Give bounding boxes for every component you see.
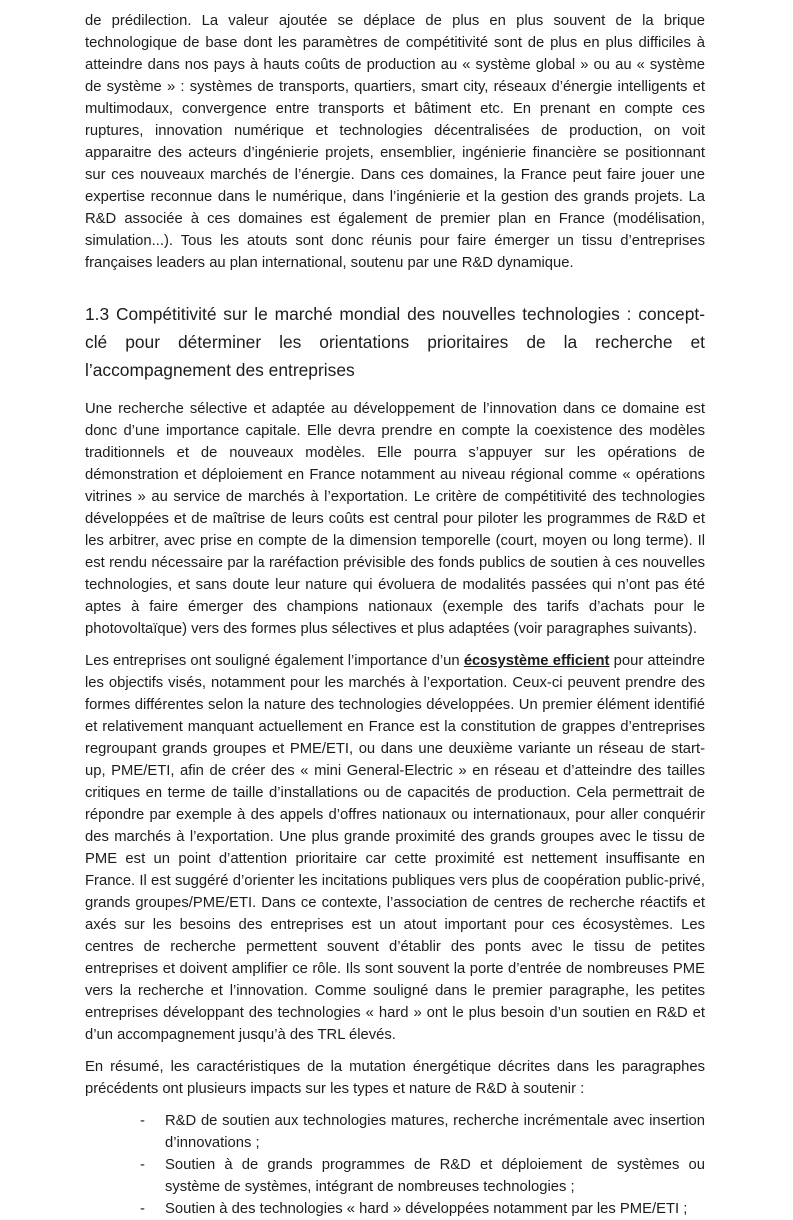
- bullet-text: Soutien à des technologies « hard » développées notamment par les PME/ETI ;: [165, 1201, 688, 1217]
- bullet-item: [140, 1154, 705, 1198]
- bullet-dash: -: [140, 1201, 145, 1217]
- bullet-list: [85, 1110, 705, 1220]
- paragraph-continuation: de prédilection. La valeur ajoutée se déplace de plus en plus souvent de la brique technologique de base dont les paramètres de compétitivité sont de plus en plus difficiles à atteindre dans nos pays à hauts coûts de production au « système global » ou au « système de système » : systèmes de transports, quartiers, smart city, réseaux d’énergie intelligents et multimodaux, convergence entre transports et bâtiment etc. En prenant en compte ces ruptures, innovation numérique et technologies décentralisées de production, on voit apparaitre des acteurs d’ingénierie projets, ensemblier, ingénierie financière se positionnant sur ces nouveaux marchés de l’énergie. Dans ces domaines, la France peut faire jouer une expertise reconnue dans le numérique, dans l’ingénierie et la gestion des grands projets. La R&D associée à ces domaines est également de premier plan en France (modélisation, simulation...). Tous les atouts sont donc réunis pour faire émerger un tissu d’entreprises françaises leaders au plan international, soutenu par une R&D dynamique.: [85, 13, 705, 271]
- section-heading-1-3: 1.3 Compétitivité sur le marché mondial des nouvelles technologies : concept-clé pour déterminer les orientations prioritaires de la recherche et l’accompagnement des entreprises: [85, 304, 705, 380]
- bullet-dash: -: [140, 1157, 145, 1173]
- bullet-item: [140, 1198, 705, 1220]
- bullet-item: [140, 1110, 705, 1154]
- paragraph-ecosystem: [85, 650, 705, 1046]
- paragraph-ecosystem-before: Les entreprises ont souligné également l’importance d’un: [85, 653, 464, 669]
- bullet-text: R&D de soutien aux technologies matures, recherche incrémentale avec insertion d’innovations ;: [165, 1113, 705, 1151]
- emphasis-ecosysteme-efficient: écosystème efficient: [463, 653, 610, 669]
- bullet-text: Soutien à de grands programmes de R&D et déploiement de systèmes ou système de systèmes, intégrant de nombreuses technologies ;: [165, 1157, 705, 1195]
- paragraph-research-selective: Une recherche sélective et adaptée au développement de l’innovation dans ce domaine est donc d’une importance capitale. Elle devra prendre en compte la coexistence des modèles traditionnels et de nouveaux modèles. Elle pourra s’appuyer sur les opérations de démonstration et déploiement en France notamment au niveau régional comme « opérations vitrines » au service de marchés à l’exportation. Le critère de compétitivité des technologies développées et de maîtrise de leurs coûts est central pour piloter les programmes de R&D et les arbitrer, avec prise en compte de la dimension temporelle (court, moyen ou long terme). Il est rendu nécessaire par la raréfaction prévisible des fonds publics de soutien à ces nouvelles technologies, et sans doute leur nature qui évoluera de modalités passées qui n’ont pas été aptes à faire émerger des champions nationaux (exemple des tarifs d’achats pour le photovoltaïque) vers des formes plus sélectives et plus adaptées (voir paragraphes suivants).: [85, 401, 705, 637]
- paragraph-ecosystem-after: pour atteindre les objectifs visés, notamment pour les marchés à l’exportation. Ceux-ci peuvent prendre des formes différentes selon la nature des technologies développées. Un premier élément identifié et relativement manquant actuellement en France est la constitution de grappes d’entreprises regroupant grands groupes et PME/ETI, ou dans une deuxième variante un réseau de start-up, PME/ETI, afin de créer des « mini General-Electric » en réseau et d’atteindre des tailles critiques en terme de taille d’installations ou de capacités de production. Cela permettrait de répondre par exemple à des appels d’offres nationaux ou internationaux, pour aller conquérir des marchés à l’exportation. Une plus grande proximité des grands groupes avec le tissu de PME est un point d’attention prioritaire car cette proximité est nettement insuffisante en France. Il est suggéré d’orienter les incitations publiques vers plus de coopération public-privé, grands groupes/PME/ETI. Dans ce contexte, l’association de centres de recherche réactifs et axés sur les besoins des entreprises est un atout important pour ces écosystèmes. Les centres de recherche permettent souvent d’établir des ponts avec le tissu de petites entreprises et doivent amplifier ce rôle. Ils sont souvent la porte d’entrée de nombreuses PME vers la recherche et l’innovation. Comme souligné dans le premier paragraphe, les petites entreprises développant des technologies « hard » ont le plus besoin d’un soutien en R&D et d’un accompagnement jusqu’à des TRL élevés.: [85, 653, 705, 1043]
- bullet-dash: -: [140, 1113, 145, 1129]
- paragraph-summary-intro: En résumé, les caractéristiques de la mutation énergétique décrites dans les paragraphes précédents ont plusieurs impacts sur les types et nature de R&D à soutenir :: [85, 1059, 705, 1097]
